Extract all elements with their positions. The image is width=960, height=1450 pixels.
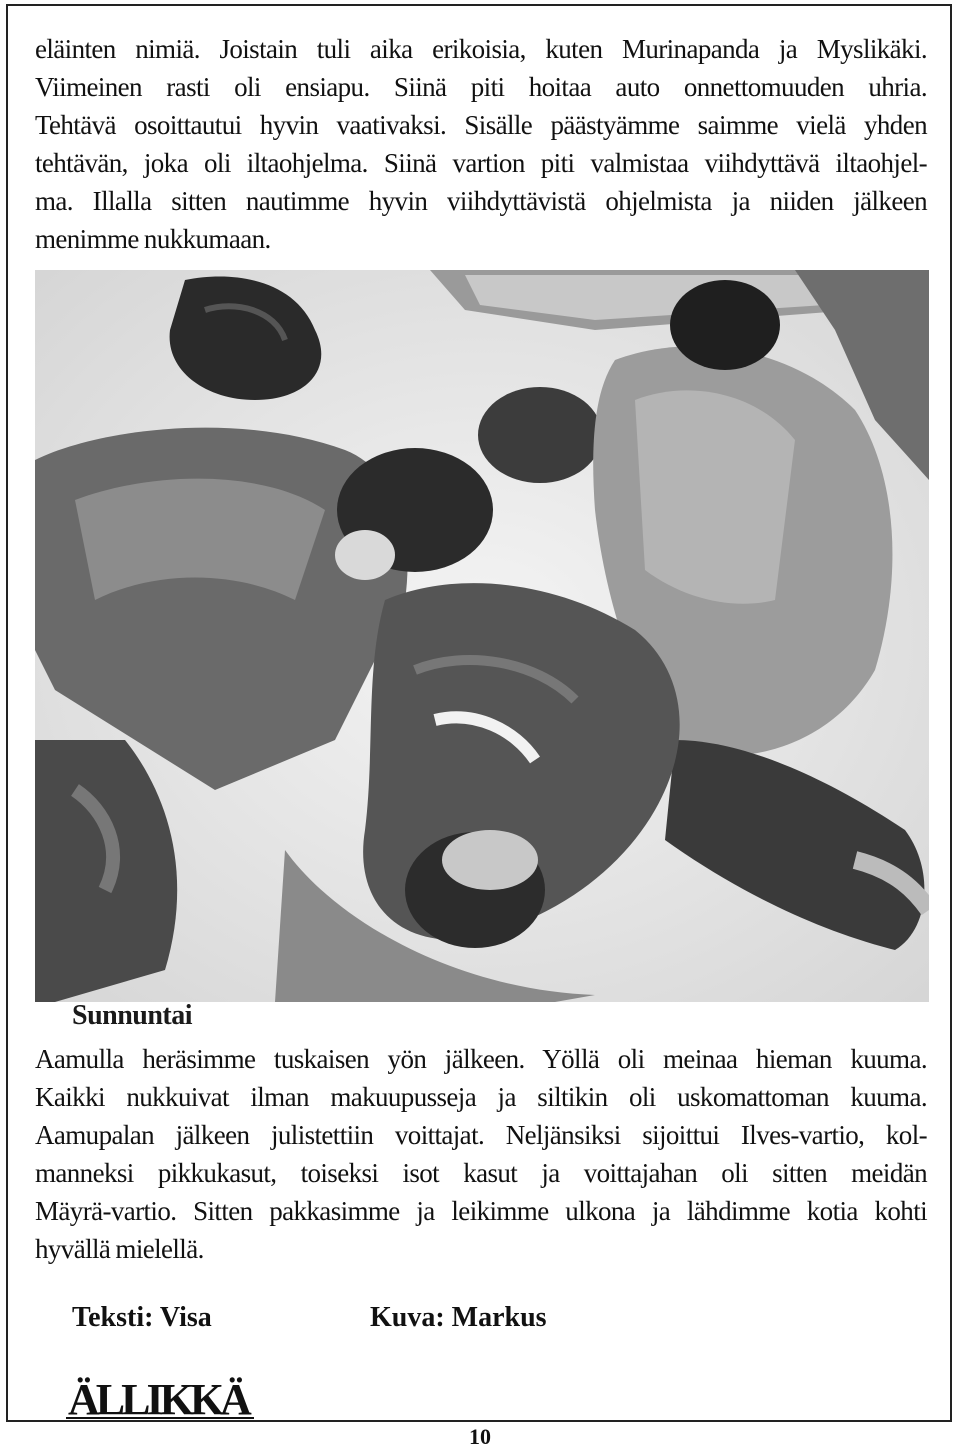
text-line: menimme nukkumaan. <box>35 224 271 254</box>
photo-credit: Kuva: Markus <box>370 1302 547 1333</box>
text-line: Kaikki nukkuivat ilman makuupusseja ja siltikin oli uskomattoman kuuma. <box>35 1082 927 1112</box>
sunday-paragraph <box>35 1040 927 1268</box>
page-number: 10 <box>469 1424 491 1449</box>
text-line: tehtävän, joka oli iltaohjelma. Siinä vartion piti valmistaa viihdyttävä iltaohjel- <box>35 148 927 178</box>
text-line: hyvällä mielellä. <box>35 1234 204 1264</box>
text-line: Aamupalan jälkeen julistettiin voittajat. Neljänsiksi sijoittui Ilves-vartio, kol- <box>35 1120 927 1150</box>
section-heading: Sunnuntai <box>72 1000 193 1031</box>
text-line: Tehtävä osoittautui hyvin vaativaksi. Sisälle päästyämme saimme vielä yhden <box>35 110 927 140</box>
text-line: ma. Illalla sitten nautimme hyvin viihdyttävistä ohjelmista ja niiden jälkeen <box>35 186 927 216</box>
logo-text: ÄLLIKKÄ <box>68 1375 248 1424</box>
first-aid-photo <box>35 270 929 1002</box>
text-credit: Teksti: Visa <box>72 1302 212 1333</box>
magazine-logo <box>66 1372 256 1424</box>
text-line: Viimeinen rasti oli ensiapu. Siinä piti hoitaa auto onnettomuuden uhria. <box>35 72 927 102</box>
text-line: Aamulla heräsimme tuskaisen yön jälkeen. Yöllä oli meinaa hieman kuuma. <box>35 1044 927 1074</box>
text-line: manneksi pikkukasut, toiseksi isot kasut ja voittajahan oli sitten meidän <box>35 1158 927 1188</box>
text-line: eläinten nimiä. Joistain tuli aika erikoisia, kuten Murinapanda ja Myslikäki. <box>35 34 927 64</box>
text-line: Mäyrä-vartio. Sitten pakkasimme ja leikimme ulkona ja lähdimme kotia kohti <box>35 1196 927 1226</box>
intro-paragraph <box>35 30 927 258</box>
